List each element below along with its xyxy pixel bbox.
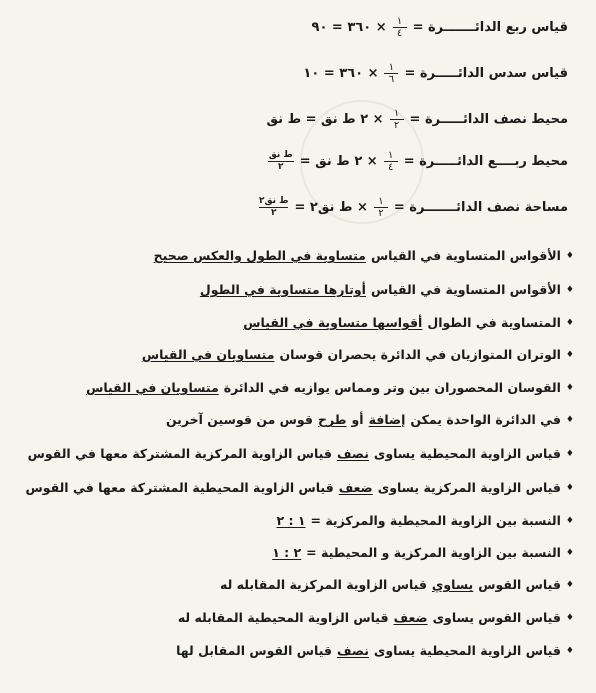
fact-text: أو bbox=[351, 412, 364, 427]
underlined-text: طرح bbox=[317, 412, 347, 427]
formula-quarter-circumference bbox=[268, 150, 568, 173]
fact-text: النسبة بين الزاوية المحيطية والمركزية = bbox=[310, 513, 561, 528]
underlined-text: متساوية في الطول والعكس صحيح bbox=[153, 248, 366, 263]
result-fraction bbox=[259, 196, 288, 219]
fact-item bbox=[220, 577, 574, 592]
bullet-icon: ♦ bbox=[565, 250, 574, 261]
result-fraction bbox=[268, 150, 294, 173]
bullet-icon: ♦ bbox=[565, 645, 574, 656]
numerator: ١ bbox=[388, 150, 394, 161]
fact-text: الأقواس المتساوية في القياس bbox=[370, 282, 561, 297]
fact-item bbox=[272, 545, 574, 560]
bullet-icon: ♦ bbox=[565, 547, 574, 558]
fact-text: الأقواس المتساوية في القياس bbox=[370, 248, 561, 263]
fact-text: قياس الزاوية المحيطية يساوى bbox=[373, 446, 561, 461]
fact-text: الوتران المتوازيان في الدائرة يحصران قوسان bbox=[279, 347, 561, 362]
fact-item bbox=[154, 248, 574, 263]
fact-item bbox=[142, 347, 574, 362]
formula-quarter-circle-measure bbox=[312, 16, 568, 39]
formula-result: × ط نق٢ = bbox=[294, 200, 368, 215]
fraction bbox=[384, 150, 398, 173]
fact-text: قياس الزاوية المحيطية المقابله له bbox=[177, 610, 389, 625]
fraction bbox=[390, 108, 404, 131]
fact-text: المتساوية في الطوال bbox=[427, 315, 561, 330]
formula-label: محيط نصف الدائـــــرة = bbox=[409, 112, 568, 127]
fact-text: قياس الزاوية المحيطية يساوى bbox=[373, 643, 561, 658]
formula-label: قياس ربع الدائـــــــرة = bbox=[412, 20, 568, 35]
underlined-text: ضعف bbox=[338, 480, 373, 495]
fact-text: قياس القوس المقابل لها bbox=[176, 643, 332, 658]
denominator: ٢ bbox=[271, 208, 277, 218]
fact-item bbox=[176, 643, 574, 658]
fact-text: قياس الزاوية المركزية المقابله له bbox=[220, 577, 427, 592]
bullet-icon: ♦ bbox=[565, 382, 574, 393]
numerator: ط نق٢ bbox=[259, 196, 289, 206]
denominator: ٢ bbox=[378, 208, 384, 219]
underlined-text: نصف bbox=[336, 643, 369, 658]
fact-text: قوس من قوسين آخرين bbox=[165, 412, 313, 427]
bullet-icon: ♦ bbox=[565, 414, 574, 425]
formula-half-circumference bbox=[266, 108, 568, 131]
denominator: ٤ bbox=[388, 162, 394, 173]
fact-text: قياس الزاوية المركزية المشتركة معها في القوس bbox=[27, 446, 332, 461]
formula-half-area bbox=[259, 196, 568, 219]
fact-item bbox=[166, 412, 574, 427]
fact-text: القوسان المحصوران بين وتر ومماس يوازيه في الدائرة bbox=[223, 380, 561, 395]
fact-text: قياس القوس يساوى bbox=[432, 610, 561, 625]
fact-text: النسبة بين الزاوية المركزية و المحيطية = bbox=[306, 545, 561, 560]
fraction bbox=[384, 62, 398, 85]
underlined-text: يساوي bbox=[431, 577, 474, 592]
fact-text: قياس الزاوية المحيطية المشتركة معها في القوس bbox=[25, 480, 334, 495]
denominator: ٤ bbox=[396, 28, 403, 39]
underlined-text: متساويان في القياس bbox=[141, 347, 275, 362]
fact-item bbox=[277, 513, 574, 528]
fact-text: قياس الزاوية المركزية يساوى bbox=[377, 480, 561, 495]
underlined-text: أقواسها متساوية في القياس bbox=[243, 315, 423, 330]
bullet-icon: ♦ bbox=[565, 448, 574, 459]
numerator: ١ bbox=[396, 16, 403, 27]
formula-result: × ٢ ط نق = ط نق bbox=[266, 112, 384, 127]
bullet-icon: ♦ bbox=[565, 579, 574, 590]
fact-item bbox=[26, 480, 574, 495]
denominator: ٢ bbox=[278, 162, 284, 172]
numerator: ١ bbox=[378, 196, 384, 207]
formula-label: قياس سدس الدائـــــرة = bbox=[404, 66, 568, 81]
fact-text: قياس القوس bbox=[478, 577, 561, 592]
bullet-icon: ♦ bbox=[565, 349, 574, 360]
underlined-text: أوتارها متساوية في الطول bbox=[199, 282, 366, 297]
formula-label: محيط ربــــع الدائـــــرة = bbox=[403, 154, 568, 169]
fact-item bbox=[178, 610, 574, 625]
bullet-icon: ♦ bbox=[565, 284, 574, 295]
denominator: ٦ bbox=[388, 74, 395, 85]
fact-item bbox=[243, 315, 574, 330]
fact-text: في الدائرة الواحدة يمكن bbox=[410, 412, 561, 427]
underlined-text: متساويان في القياس bbox=[86, 380, 219, 395]
bullet-icon: ♦ bbox=[565, 317, 574, 328]
numerator: ١ bbox=[388, 62, 395, 73]
formula-label: مساحة نصف الدائـــــــرة = bbox=[393, 200, 568, 215]
fraction bbox=[374, 196, 388, 219]
formula-result: × ٣٦٠ = ٩٠ bbox=[311, 20, 387, 35]
formula-result: × ٣٦٠ = ١٠ bbox=[303, 66, 379, 81]
fact-item bbox=[200, 282, 574, 297]
underlined-text: ضعف bbox=[393, 610, 428, 625]
fact-item bbox=[86, 380, 574, 395]
numerator: ١ bbox=[393, 108, 400, 119]
underlined-text: ٢ : ١ bbox=[272, 545, 302, 560]
formula-sixth-circle-measure bbox=[303, 62, 568, 85]
bullet-icon: ♦ bbox=[565, 515, 574, 526]
fraction bbox=[393, 16, 407, 39]
denominator: ٢ bbox=[393, 120, 400, 131]
underlined-text: إضافة bbox=[368, 412, 406, 427]
bullet-icon: ♦ bbox=[565, 482, 574, 493]
underlined-text: نصف bbox=[336, 446, 369, 461]
fact-item bbox=[28, 446, 574, 461]
formula-result: × ٢ ط نق = bbox=[299, 154, 378, 169]
numerator: ط نق bbox=[268, 150, 293, 160]
underlined-text: ١ : ٢ bbox=[276, 513, 306, 528]
bullet-icon: ♦ bbox=[565, 612, 574, 623]
